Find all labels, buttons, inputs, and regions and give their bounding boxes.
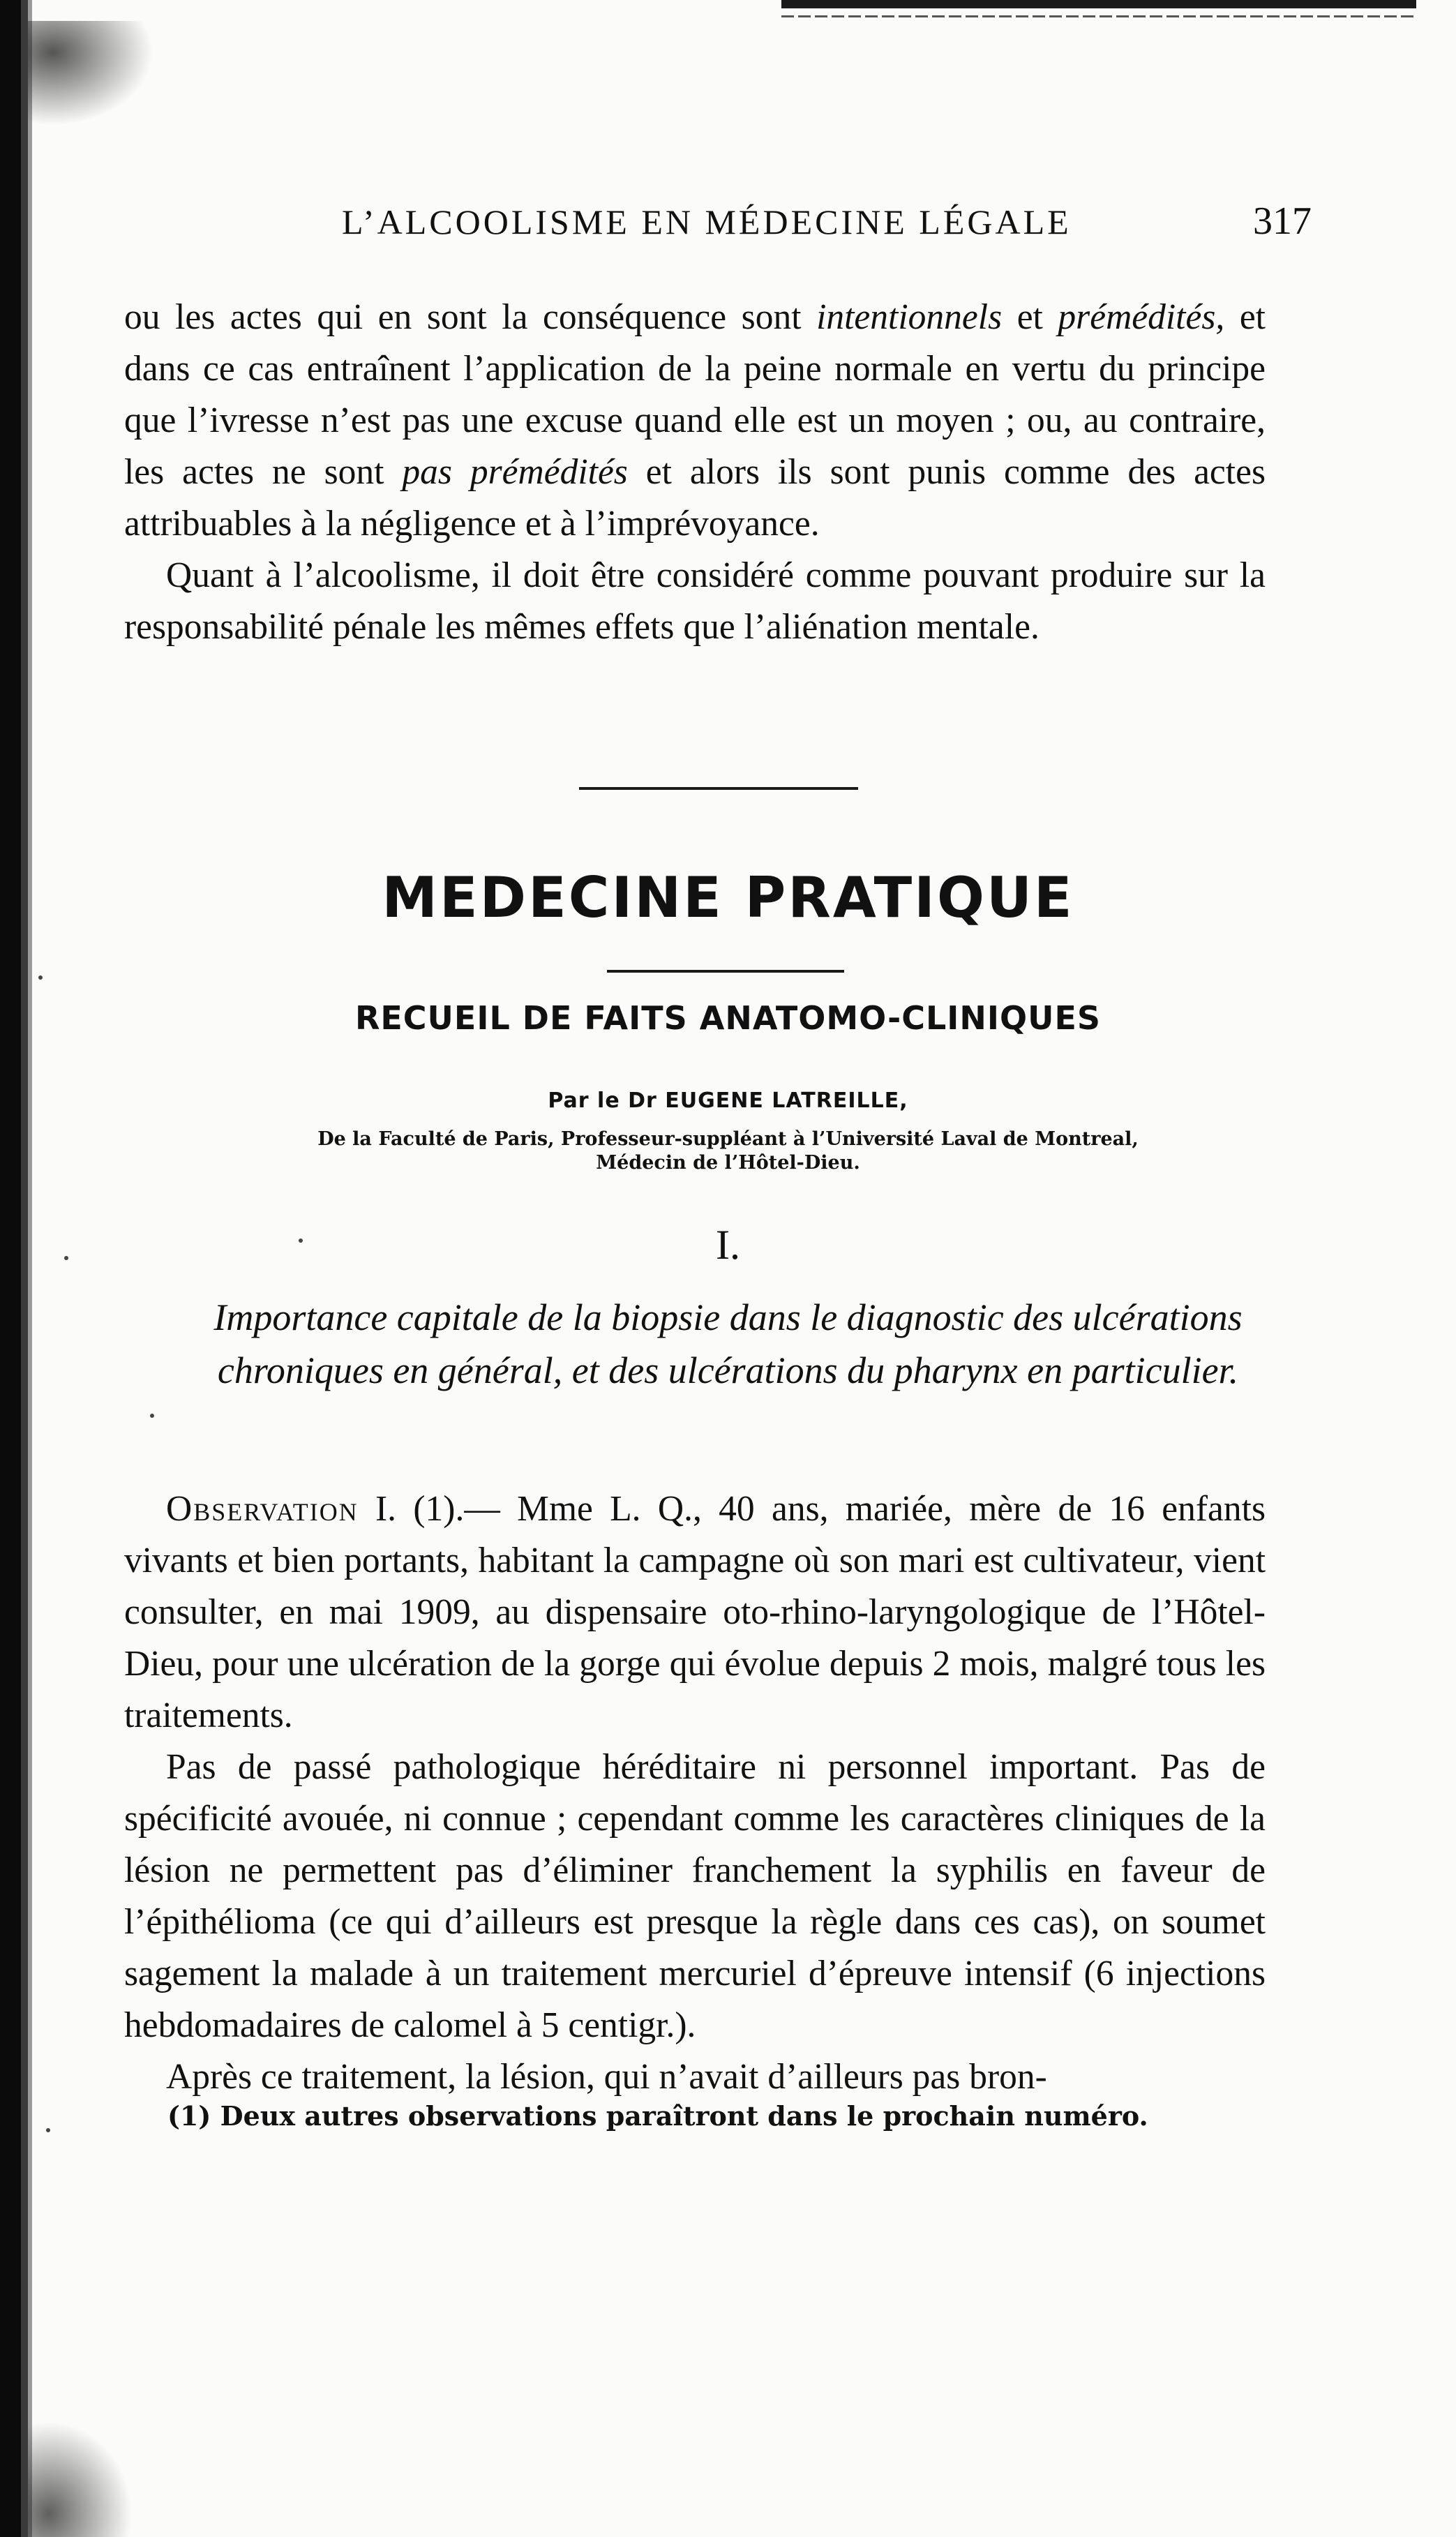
author-affiliation [140,1128,1316,1175]
scan-top-rule-thin [781,15,1416,17]
running-title: L’ALCOOLISME EN MÉDECINE LÉGALE [342,202,1072,241]
text-run: et dans ce cas entraînent l’application de la peine normale en vertu du principe que l’ivresse n’est pas une excuse quand elle est un moyen ; ou, au contraire, les actes ne sont [124,297,1266,492]
author-byline: Par le Dr EUGENE LATREILLE, [548,1088,908,1113]
scan-speck [46,2128,50,2132]
article-title: Importance capitale de la biopsie dans le diagnostic des ulcérations chroniques en général, et des ulcérations du pharynx en particulier. [213,1296,1243,1391]
emphasis: prémédités, [1058,297,1225,337]
scan-speck [150,1414,154,1418]
scan-bottom-smudge [28,2421,133,2537]
intro-paragraph-2: Quant à l’alcoolisme, il doit être considéré comme pouvant produire sur la responsabilité pénale les mêmes effets que l’aliénation mentale. [124,555,1266,647]
intro-paragraph-1 [124,292,1266,550]
section-title: MEDECINE PRATIQUE [382,865,1074,930]
section-subtitle: RECUEIL DE FAITS ANATOMO-CLINIQUES [354,999,1102,1037]
intro-text [124,292,1266,653]
text-run: ou les actes qui en sont la conséquence sont [124,297,817,337]
text-run: I. (1).— Mme L. Q., 40 ans, mariée, mère de 16 enfants vivants et bien portants, habitant la campagne où son mari est cultivateur, vient consulter, en mai 1909, au dispensaire oto-rhino-laryngologique de l’Hôtel-Dieu, pour une ulcération de la gorge qui évolue depuis 2 mois, malgré tous les traitements. [124,1489,1266,1735]
observation-text [124,1483,1266,2103]
affiliation-line-2: Médecin de l’Hôtel-Dieu. [596,1152,860,1174]
emphasis: intentionnels [816,297,1003,337]
text-run: et alors ils sont punis comme des actes attribuables à la négligence et à l’imprévoyance. [124,452,1266,544]
text-run: et [1002,297,1058,337]
affiliation-line-1: De la Faculté de Paris, Professeur-suppléant à l’Université Laval de Montreal, [317,1128,1139,1150]
scan-top-rule [781,0,1416,8]
emphasis: pas prémédités [402,452,628,492]
page-number: 317 [1253,200,1312,243]
running-head [293,199,1312,255]
article-number: I. [716,1222,740,1268]
section-separator-rule [579,787,858,790]
observation-paragraph-2: Pas de passé pathologique héréditaire ni personnel important. Pas de spécificité avouée, ni connue ; cependant comme les caractères cliniques de la lésion ne permettent pas d’éliminer franchement la syphilis en faveur de l’épithélioma (ce qui d’ailleurs est presque la règle dans ces cas), on soumet sagement la malade à un traitement mercuriel d’épreuve intensif (6 injections hebdomadaires de calomel à 5 centigr.). [124,1747,1266,2045]
footnote: (1) Deux autres observations paraîtront dans le prochain numéro. [167,2100,1148,2132]
observation-paragraph-3: Après ce traitement, la lésion, qui n’avait d’ailleurs pas bron- [166,2057,1047,2097]
observation-label: Observation [166,1489,359,1529]
scan-corner-smudge [28,21,153,126]
observation-paragraph-1 [124,1483,1266,1742]
scan-speck [38,975,43,980]
title-underline-rule [607,970,844,973]
